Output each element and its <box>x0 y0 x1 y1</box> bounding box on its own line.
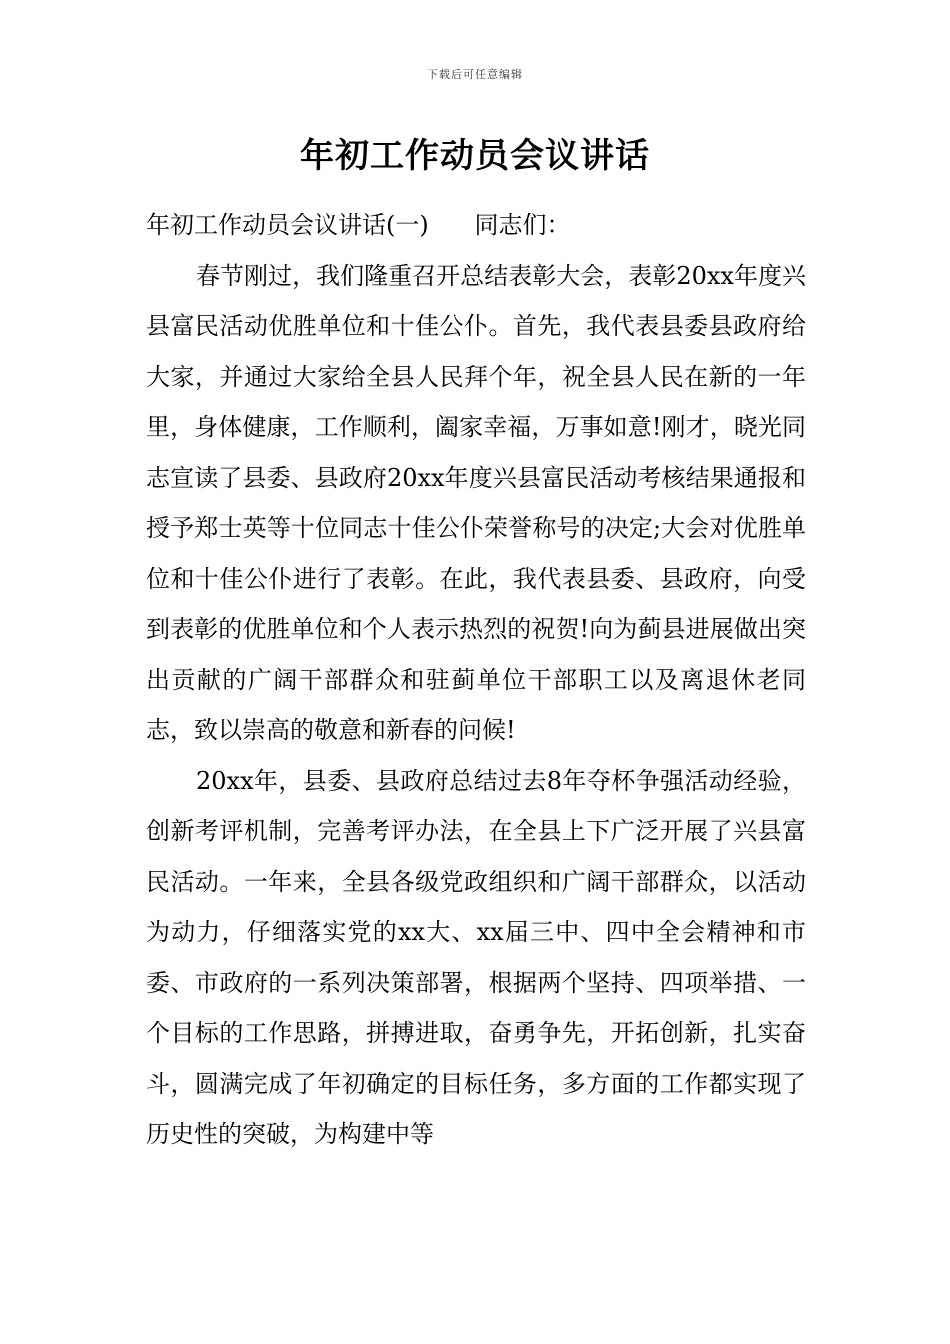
document-title: 年初工作动员会议讲话 <box>300 136 650 176</box>
paragraph: 20xx年，县委、县政府总结过去8年夺杯争强活动经验，创新考评机制，完善考评办法，在全县上下广泛开展了兴县富民活动。一年来，全县各级党政组织和广阔干部群众，以活动为动力，仔细落实党的xx大、xx届三中、四中全会精神和市委、市政府的一系列决策部署，根据两个坚持、四项举措、一个目标的工作思路，拼搏进取，奋勇争先，开拓创新，扎实奋斗，圆满完成了年初确定的目标任务，多方面的工作都实现了历史性的突破，为构建中等 <box>146 766 806 1148</box>
paragraph: 春节刚过，我们隆重召开总结表彰大会，表彰20xx年度兴县富民活动优胜单位和十佳公仆。首先，我代表县委县政府给大家，并通过大家给全县人民拜个年，祝全县人民在新的一年里，身体健康，工作顺利，阖家幸福，万事如意!刚才，晓光同志宣读了县委、县政府20xx年度兴县富民活动考核结果通报和授予郑士英等十位同志十佳公仆荣誉称号的决定;大会对优胜单位和十佳公仆进行了表彰。在此，我代表县委、县政府，向受到表彰的优胜单位和个人表示热烈的祝贺!向为蓟县进展做出突出贡献的广阔干部群众和驻蓟单位干部职工以及离退休老同志，致以崇高的敬意和新春的问候! <box>146 261 806 744</box>
opening-line: 年初工作动员会议讲话(一) 同志们： <box>146 211 571 239</box>
header-note: 下载后可任意编辑 <box>427 68 523 81</box>
document-body <box>146 200 806 1160</box>
